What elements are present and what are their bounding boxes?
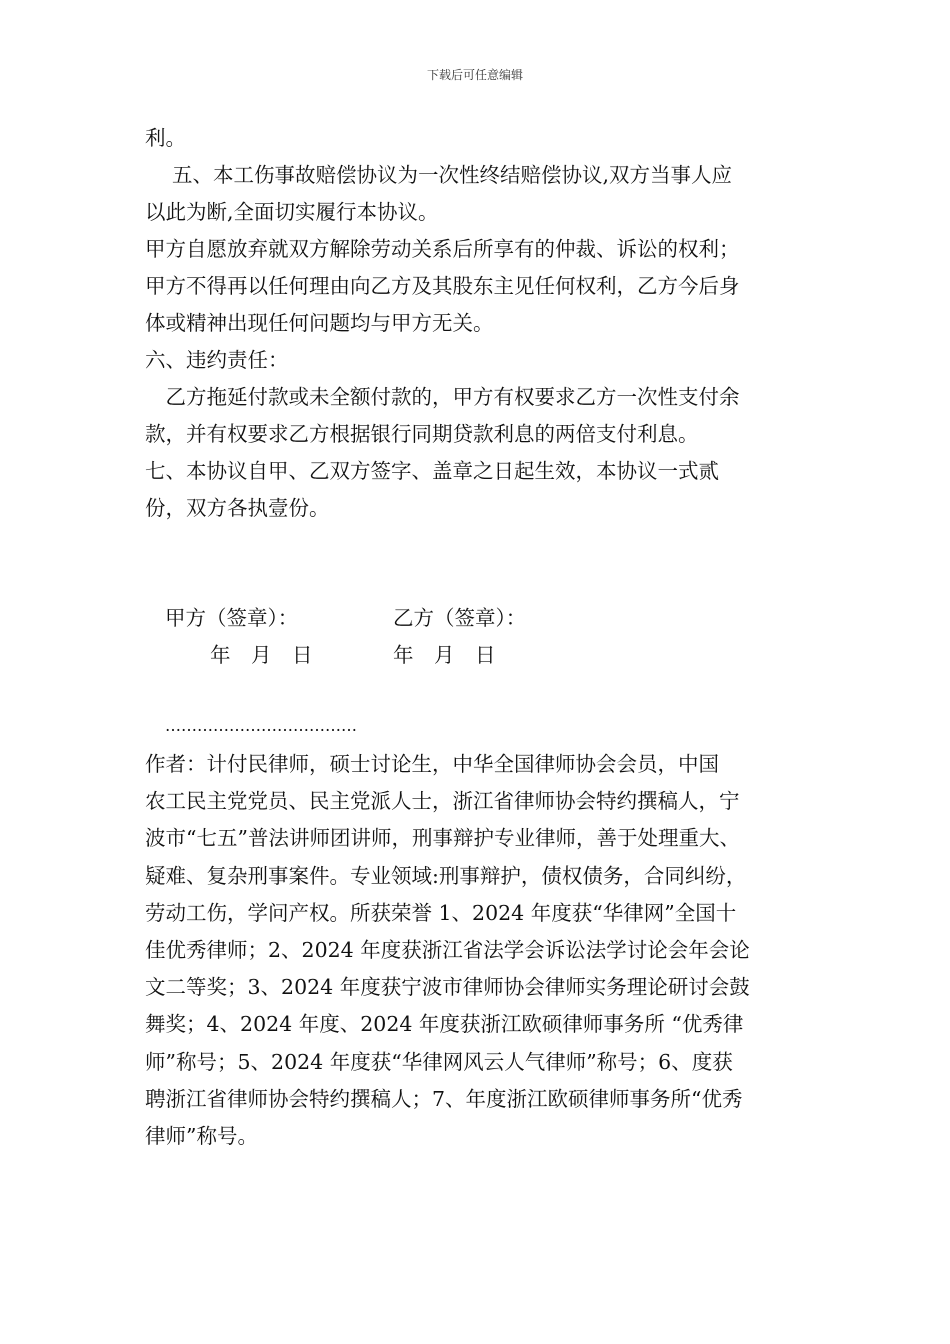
- author-line: 作者：计付民律师，硕士讨论生，中华全国律师协会会员，中国: [145, 752, 719, 776]
- party-b-date: 年 月 日: [393, 643, 496, 667]
- body-line: 乙方拖延付款或未全额付款的，甲方有权要求乙方一次性支付余: [145, 385, 740, 409]
- author-line: 文二等奖；3、2024 年度获宁波市律师协会律师实务理论研讨会鼓: [145, 975, 750, 1000]
- author-line: 疑难、复杂刑事案件。专业领域:刑事辩护，债权债务，合同纠纷，: [145, 863, 747, 888]
- author-line: 师”称号；5、2024 年度获“华律网风云人气律师”称号；6、度获: [145, 1049, 733, 1074]
- body-line: 以此为断,全面切实履行本协议。: [145, 200, 439, 224]
- body-line: 份，双方各执壹份。: [145, 496, 330, 520]
- separator-dots: ………………………………: [165, 716, 357, 735]
- body-line: 款，并有权要求乙方根据银行同期贷款利息的两倍支付利息。: [145, 422, 699, 446]
- agreement-body: [145, 120, 825, 527]
- section-heading: 六、违约责任：: [145, 348, 289, 372]
- author-line: 劳动工伤，学问产权。所获荣誉 1、2024 年度获“华律网”全国十: [145, 900, 737, 925]
- party-b-signature-label: 乙方（签章）：: [393, 606, 527, 630]
- author-bio: [145, 746, 835, 1155]
- page-header: 下载后可任意编辑: [426, 68, 523, 82]
- body-line: 甲方不得再以任何理由向乙方及其股东主见任何权利，乙方今后身: [145, 274, 740, 298]
- party-a-date: 年 月 日: [210, 643, 313, 667]
- author-line: 波市“七五”普法讲师团讲师，刑事辩护专业律师，善于处理重大、: [145, 826, 740, 851]
- body-line: 利。: [145, 126, 186, 150]
- body-line: 甲方自愿放弃就双方解除劳动关系后所享有的仲裁、诉讼的权利；: [145, 237, 740, 261]
- party-a-signature-label: 甲方（签章）：: [165, 606, 299, 630]
- author-line: 聘浙江省律师协会特约撰稿人；7、年度浙江欧硕律师事务所“优秀: [145, 1086, 743, 1111]
- body-line: 七、本协议自甲、乙双方签字、盖章之日起生效，本协议一式贰: [145, 459, 719, 483]
- author-line: 佳优秀律师；2、2024 年度获浙江省法学会诉讼法学讨论会年会论: [145, 938, 750, 963]
- body-line: 五、本工伤事故赔偿协议为一次性终结赔偿协议,双方当事人应: [145, 163, 733, 187]
- body-line: 体或精神出现任何问题均与甲方无关。: [145, 311, 494, 335]
- author-line: 农工民主党党员、民主党派人士，浙江省律师协会特约撰稿人，宁: [145, 789, 740, 814]
- author-line: 舞奖；4、2024 年度、2024 年度获浙江欧硕律师事务所 “优秀律: [145, 1012, 744, 1037]
- author-line: 律师”称号。: [145, 1124, 258, 1149]
